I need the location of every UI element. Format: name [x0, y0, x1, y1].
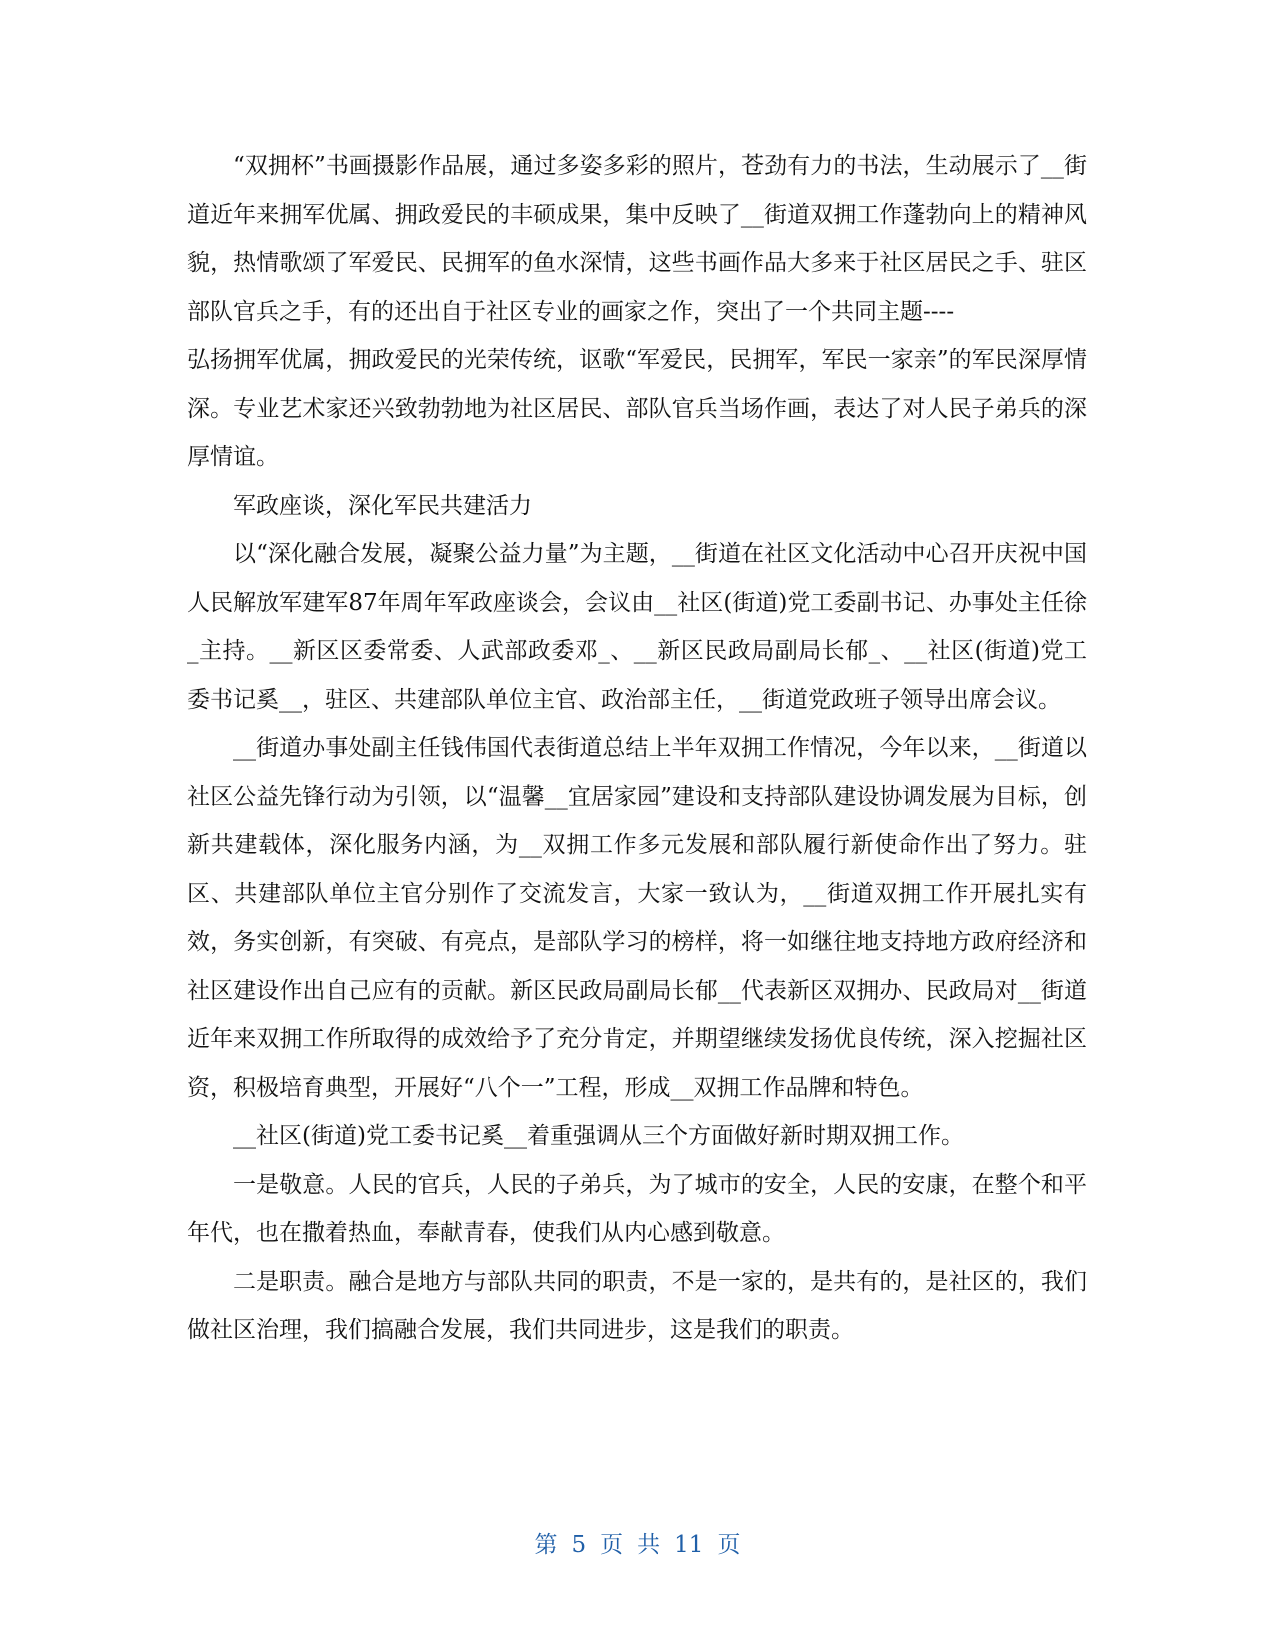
- paragraph-exhibition: “双拥杯”书画摄影作品展，通过多姿多彩的照片，苍劲有力的书法，生动展示了__街道近年来拥军优属、拥政爱民的丰硕成果，集中反映了__街道双拥工作蓬勃向上的精神风貌，热情歌颂了军爱民、民拥军的鱼水深情，这些书画作品大多来于社区居民之手、驻区部队官兵之手，有的还出自于社区专业的画家之作，突出了一个共同主题----: [187, 153, 1087, 325]
- document-body: [187, 142, 1087, 1355]
- paragraph-point-duty: 二是职责。融合是地方与部队共同的职责，不是一家的，是共有的，是社区的，我们做社区治理，我们搞融合发展，我们共同进步，这是我们的职责。: [187, 1268, 1087, 1343]
- paragraph-tradition: 弘扬拥军优属，拥政爱民的光荣传统，讴歌“军爱民，民拥军，军民一家亲”的军民深厚情深。专业艺术家还兴致勃勃地为社区居民、部队官兵当场作画，表达了对人民子弟兵的深厚情谊。: [187, 347, 1087, 470]
- paragraph-point-respect: 一是敬意。人民的官兵，人民的子弟兵，为了城市的安全，人民的安康，在整个和平年代，也在撒着热血，奉献青春，使我们从内心感到敬意。: [187, 1171, 1087, 1246]
- footer-label-unit-2: 页: [717, 1532, 741, 1558]
- footer-label-unit: 页: [600, 1532, 624, 1558]
- footer-total-pages: 11: [674, 1532, 704, 1558]
- paragraph-secretary-emphasis: __社区(街道)党工委书记奚__着重强调从三个方面做好新时期双拥工作。: [233, 1123, 964, 1149]
- paragraph-forum-meeting: 以“深化融合发展，凝聚公益力量”为主题，__街道在社区文化活动中心召开庆祝中国人民解放军建军87年周年军政座谈会，会议由__社区(街道)党工委副书记、办事处主任徐_主持。__新区区委常委、人武部政委邓_、__新区民政局副局长郁_、__社区(街道)党工委书记奚__，驻区、共建部队单位主官、政治部主任，__街道党政班子领导出席会议。: [187, 541, 1087, 713]
- section-heading-forum: 军政座谈，深化军民共建活力: [233, 492, 532, 519]
- paragraph-work-summary: __街道办事处副主任钱伟国代表街道总结上半年双拥工作情况，今年以来，__街道以社区公益先锋行动为引领，以“温馨__宜居家园”建设和支持部队建设协调发展为目标，创新共建载体，深化服务内涵，为__双拥工作多元发展和部队履行新使命作出了努力。驻区、共建部队单位主官分别作了交流发言，大家一致认为，__街道双拥工作开展扎实有效，务实创新，有突破、有亮点，是部队学习的榜样，将一如继往地支持地方政府经济和社区建设作出自己应有的贡献。新区民政局副局长郁__代表新区双拥办、民政局对__街道近年来双拥工作所取得的成效给予了充分肯定，并期望继续发扬优良传统，深入挖掘社区资，积极培育典型，开展好“八个一”工程，形成__双拥工作品牌和特色。: [187, 735, 1087, 1101]
- footer-label-page: 第: [534, 1532, 558, 1558]
- page-footer: [0, 1526, 1275, 1559]
- footer-label-total: 共: [637, 1532, 661, 1558]
- footer-current-page: 5: [571, 1532, 587, 1558]
